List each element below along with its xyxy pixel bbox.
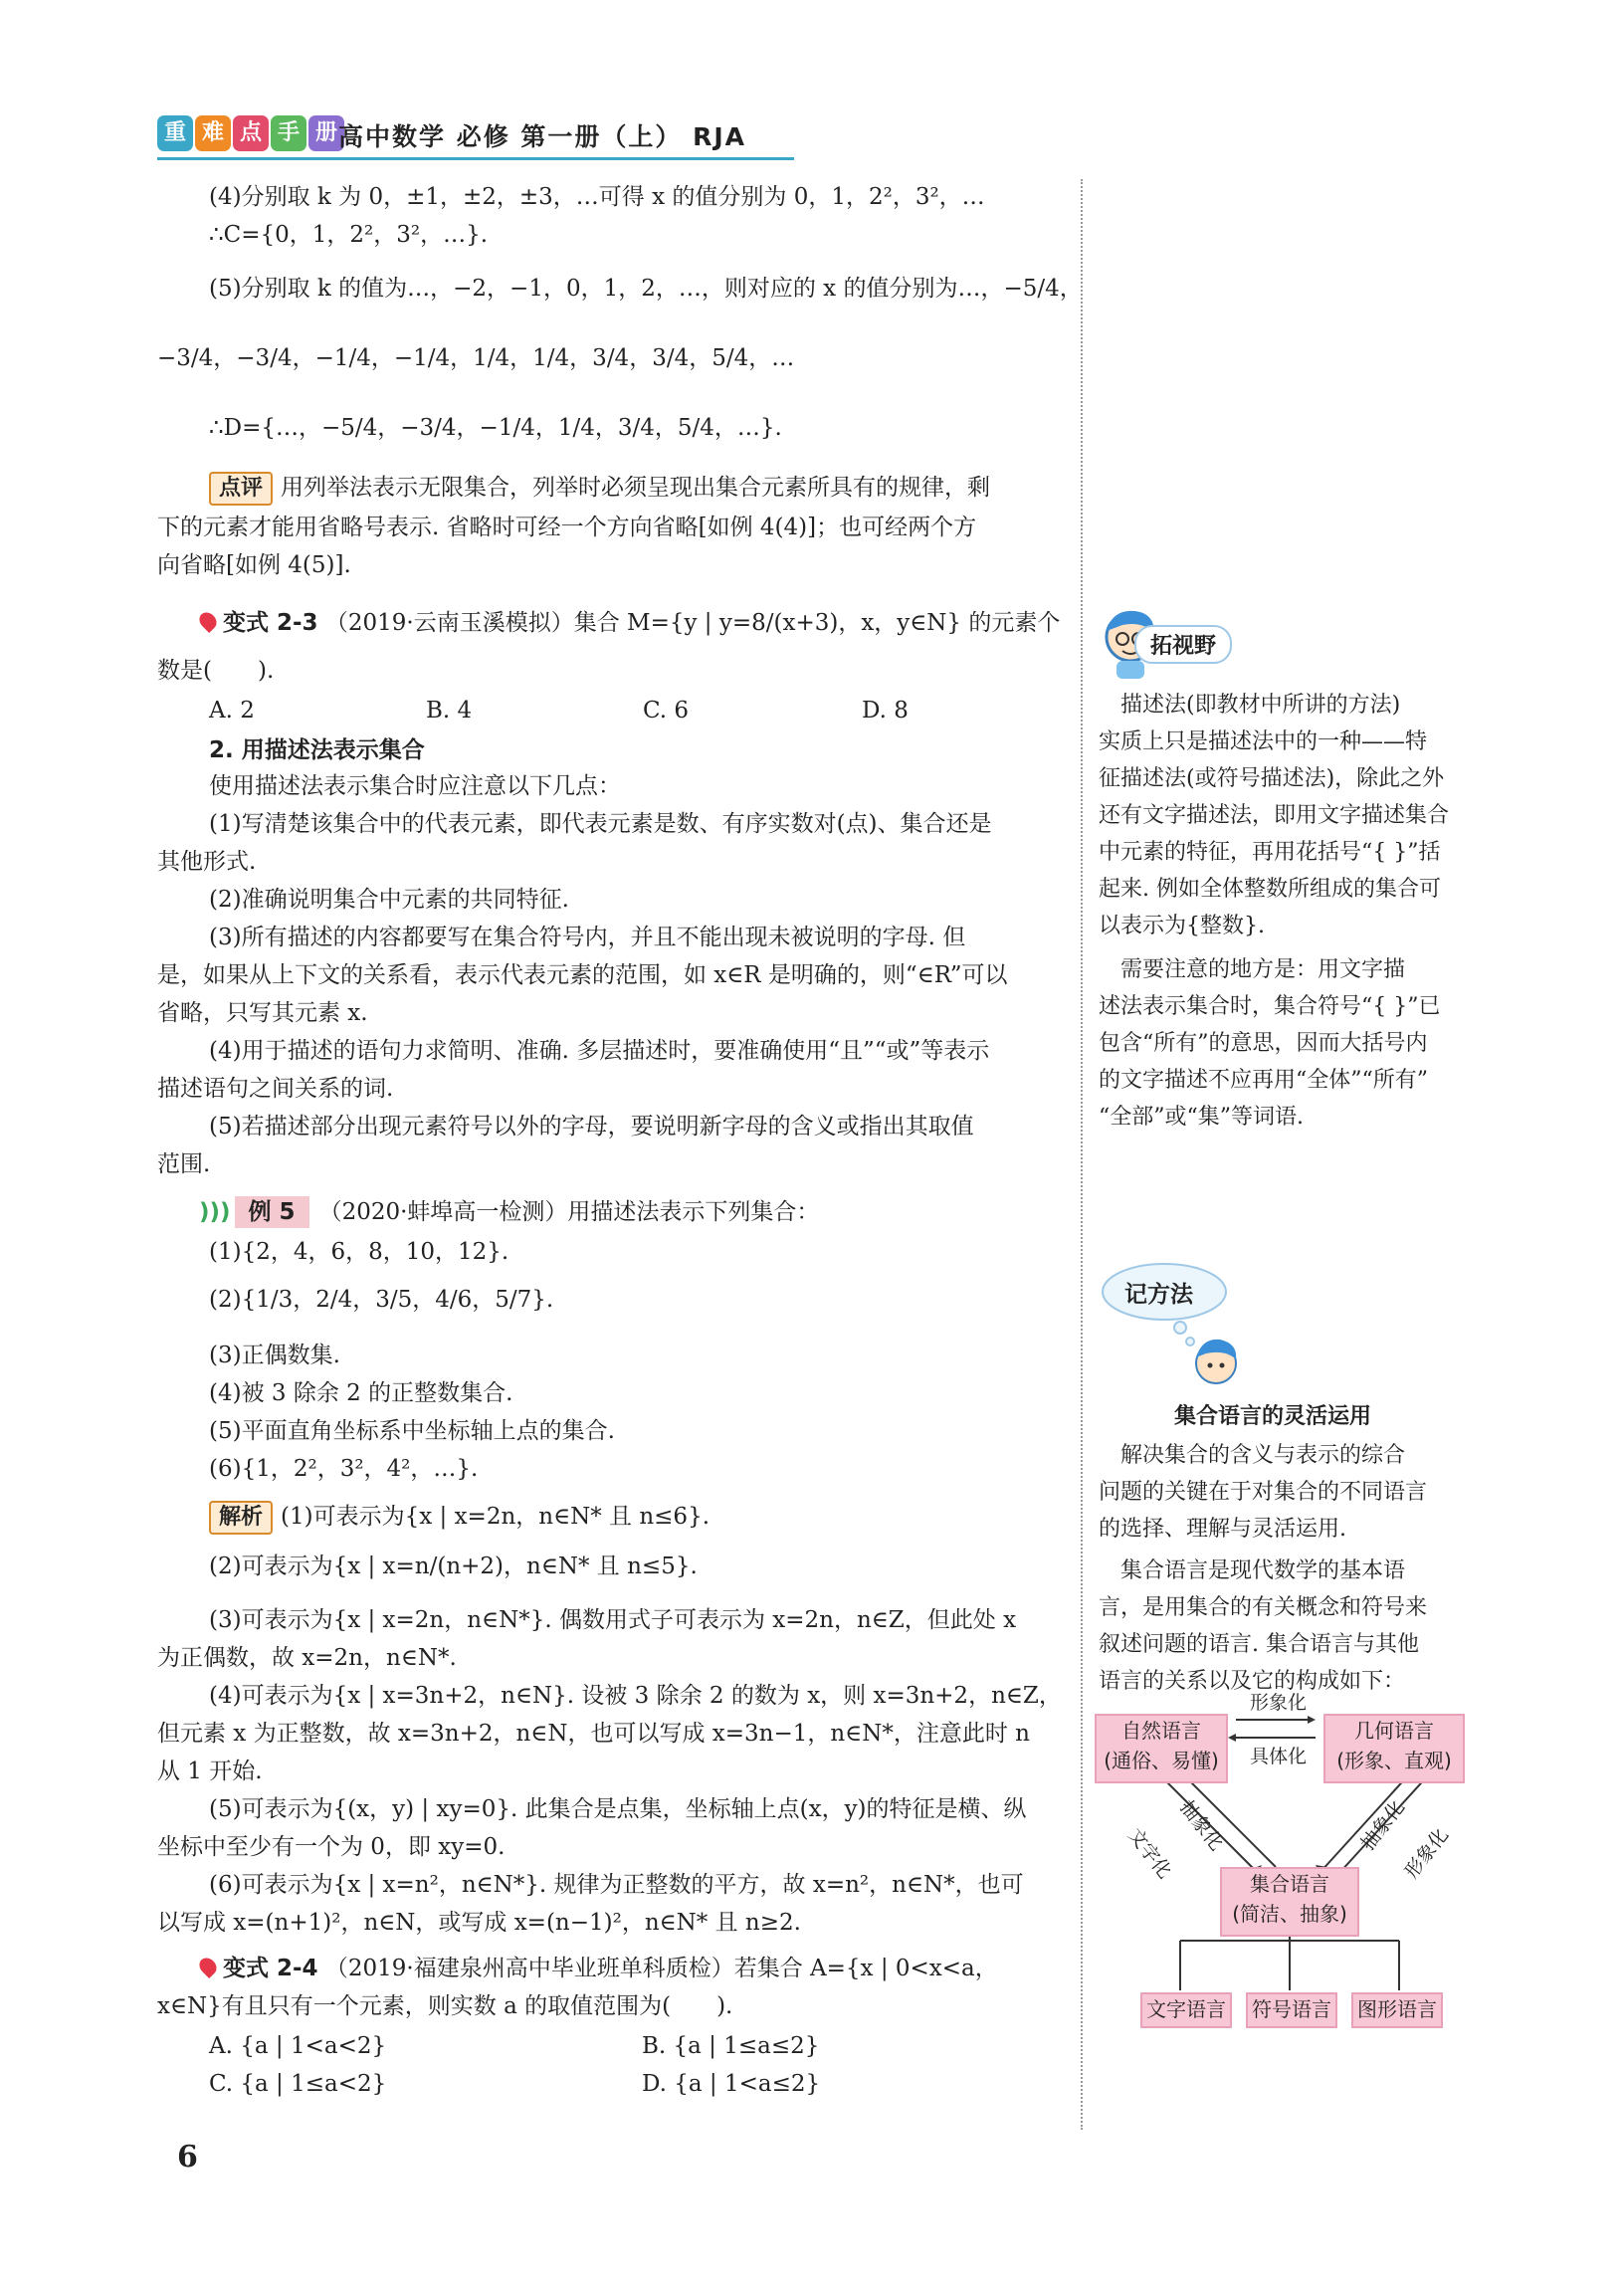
solution-line: (4)可表示为{x | x=3n+2，n∈N}. 设被 3 除余 2 的数为 x，则 x=3n+2，n∈Z， bbox=[209, 1683, 1062, 1709]
memory-line: 言，是用集合的有关概念和符号来 bbox=[1099, 1595, 1428, 1620]
example5-item: (2){1/3，2/4，3/5，4/6，5/7}. bbox=[209, 1287, 554, 1313]
comment-tag: 点评 bbox=[209, 472, 273, 506]
vision-line: 实质上只是描述法中的一种——特 bbox=[1099, 729, 1428, 754]
natural-language-label: 自然语言 bbox=[1121, 1719, 1201, 1743]
section2-line: (5)若描述部分出现元素符号以外的字母，要说明新字母的含义或指出其取值 bbox=[209, 1114, 974, 1139]
variant24-text: （2019·福建泉州高中毕业班单科质检）若集合 A={x | 0<x<a， bbox=[324, 1956, 998, 1981]
example4-part5-line2: −3/4，−3/4，−1/4，−1/4，1/4，1/4，3/4，3/4，5/4，… bbox=[157, 345, 795, 371]
solution-line: 以写成 x=(n+1)²，n∈N，或写成 x=(n−1)²，n∈N* 且 n≥2. bbox=[157, 1910, 801, 1936]
imagize-label: 形象化 bbox=[1250, 1692, 1308, 1714]
left-textualize-label: 文字化 bbox=[1123, 1824, 1176, 1883]
header-rule bbox=[157, 157, 794, 160]
series-char: 重 bbox=[157, 115, 193, 151]
example5-item: (6){1，2²，3²，4²，…}. bbox=[209, 1456, 479, 1482]
solution-line1 bbox=[209, 1499, 710, 1535]
variant23-option-b: B. 4 bbox=[426, 698, 473, 724]
right-imagize-label: 形象化 bbox=[1400, 1824, 1453, 1883]
variant23-text: （2019·云南玉溪模拟）集合 M={y | y=8/(x+3)，x，y∈N} 的元素个 bbox=[324, 610, 1061, 636]
memory-line: 语言的关系以及它的构成如下： bbox=[1099, 1669, 1406, 1694]
solution-line: 从 1 开始. bbox=[157, 1759, 263, 1784]
variant23-line2: 数是( ). bbox=[157, 658, 275, 684]
solution-text: (1)可表示为{x | x=2n，n∈N* 且 n≤6}. bbox=[281, 1504, 710, 1530]
vision-line: 中元素的特征，再用花括号“{ }”括 bbox=[1099, 840, 1441, 865]
comment-line3: 向省略[如例 4(5)]. bbox=[157, 552, 351, 578]
variant23-label: 变式 2-3 bbox=[223, 610, 318, 636]
variant24-option-b: B. {a | 1≤a≤2} bbox=[642, 2033, 820, 2059]
example5-text: （2020·蚌埠高一检测）用描述法表示下列集合： bbox=[318, 1199, 820, 1225]
series-char: 手 bbox=[271, 115, 306, 151]
comment-line1 bbox=[209, 470, 990, 506]
example5-header bbox=[199, 1194, 819, 1230]
example5-item: (3)正偶数集. bbox=[209, 1343, 340, 1368]
geometric-language-sub: (形象、直观) bbox=[1336, 1749, 1452, 1772]
vision-line: 的文字描述不应再用“全体”“所有” bbox=[1099, 1068, 1428, 1093]
concretize-label: 具体化 bbox=[1250, 1746, 1308, 1767]
variant24-line2: x∈N}有且只有一个元素，则实数 a 的取值范围为( ). bbox=[157, 1993, 733, 2019]
memory-line: 叙述问题的语言. 集合语言与其他 bbox=[1099, 1632, 1419, 1657]
section2-line: 省略，只写其元素 x. bbox=[157, 1000, 368, 1026]
sidebar-divider bbox=[1081, 179, 1083, 2130]
geometric-language-node bbox=[1323, 1714, 1465, 1783]
comment-line2: 下的元素才能用省略号表示. 省略时可经一个方向省略[如例 4(4)]；也可经两个方 bbox=[157, 515, 977, 540]
vision-line: 描述法(即教材中所讲的方法) bbox=[1099, 693, 1401, 718]
section2-line: 使用描述法表示集合时应注意以下几点： bbox=[209, 773, 621, 799]
section2-line: 其他形式. bbox=[157, 849, 257, 875]
pin-icon bbox=[196, 1955, 220, 1978]
solution-line: (3)可表示为{x | x=2n，n∈N*}. 偶数用式子可表示为 x=2n，n∈Z，但此处 x bbox=[209, 1607, 1017, 1633]
memory-line: 的选择、理解与灵活运用. bbox=[1099, 1517, 1346, 1542]
example5-item: (1){2，4，6，8，10，12}. bbox=[209, 1239, 509, 1265]
set-language-node bbox=[1220, 1867, 1359, 1937]
vision-line: 以表示为{整数}. bbox=[1099, 914, 1265, 938]
section2-line: 范围. bbox=[157, 1151, 211, 1177]
section2-line: (2)准确说明集合中元素的共同特征. bbox=[209, 887, 569, 913]
variant24-option-a: A. {a | 1<a<2} bbox=[209, 2033, 387, 2059]
solution-line: (5)可表示为{(x，y) | xy=0}. 此集合是点集，坐标轴上点(x，y)的特征是横、纵 bbox=[209, 1796, 1027, 1822]
page-number: 6 bbox=[177, 2140, 198, 2174]
comment-text: 用列举法表示无限集合，列举时必须呈现出集合元素所具有的规律，剩 bbox=[281, 475, 991, 501]
variant23-line1 bbox=[199, 605, 1060, 641]
example5-label: 例 5 bbox=[235, 1196, 309, 1228]
vision-line: “全部”或“集”等词语. bbox=[1099, 1105, 1304, 1130]
solution-line: 坐标中至少有一个为 0，即 xy=0. bbox=[157, 1834, 506, 1860]
example4-part5-line3: ∴D={…，−5/4，−3/4，−1/4，1/4，3/4，5/4，…}. bbox=[209, 415, 782, 441]
example4-part4-line1: (4)分别取 k 为 0，±1，±2，±3，…可得 x 的值分别为 0，1，2²，3²，… bbox=[209, 184, 985, 210]
solution-tag: 解析 bbox=[209, 1501, 273, 1535]
solution-line: 但元素 x 为正整数，故 x=3n+2，n∈N，也可以写成 x=3n−1，n∈N*，注意此时 n bbox=[157, 1721, 1030, 1747]
section2-title: 2. 用描述法表示集合 bbox=[209, 737, 425, 763]
text-language-leaf: 文字语言 bbox=[1140, 1992, 1232, 2028]
solution-line: (2)可表示为{x | x=n/(n+2)，n∈N* 且 n≤5}. bbox=[209, 1553, 698, 1579]
section2-line: (3)所有描述的内容都要写在集合符号内，并且不能出现未被说明的字母. 但 bbox=[209, 925, 966, 950]
left-abstract-label: 抽象化 bbox=[1175, 1796, 1228, 1855]
memory-line: 问题的关键在于对集合的不同语言 bbox=[1099, 1480, 1428, 1505]
graphic-language-leaf: 图形语言 bbox=[1351, 1992, 1443, 2028]
solution-line: (6)可表示为{x | x=n²，n∈N*}. 规律为正整数的平方，故 x=n²，n∈N*，也可 bbox=[209, 1872, 1024, 1898]
example4-part4-line2: ∴C={0，1，2²，3²，…}. bbox=[209, 222, 489, 248]
vision-line: 述法表示集合时，集合符号“{ }”已 bbox=[1099, 994, 1441, 1019]
header-title: 高中数学 必修 第一册（上） RJA bbox=[338, 122, 747, 151]
symbol-language-leaf: 符号语言 bbox=[1246, 1992, 1337, 2028]
memory-title: 记方法 bbox=[1124, 1282, 1193, 1308]
series-char: 难 bbox=[195, 115, 231, 151]
memory-heading: 集合语言的灵活运用 bbox=[1174, 1404, 1372, 1429]
variant24-option-c: C. {a | 1≤a<2} bbox=[209, 2071, 387, 2097]
pin-icon bbox=[196, 609, 220, 633]
set-language-sub: (简洁、抽象) bbox=[1232, 1902, 1347, 1926]
memory-line: 解决集合的含义与表示的综合 bbox=[1099, 1443, 1406, 1468]
vision-title: 拓视野 bbox=[1134, 625, 1232, 664]
series-char: 册 bbox=[308, 115, 344, 151]
variant24-label: 变式 2-4 bbox=[223, 1956, 318, 1981]
geometric-language-label: 几何语言 bbox=[1354, 1719, 1434, 1743]
section2-line: 是，如果从上下文的关系看，表示代表元素的范围，如 x∈R 是明确的，则“∈R”可以 bbox=[157, 962, 1008, 988]
memory-line: 集合语言是现代数学的基本语 bbox=[1099, 1558, 1406, 1583]
series-char: 点 bbox=[233, 115, 269, 151]
variant23-option-d: D. 8 bbox=[862, 698, 909, 724]
example5-item: (5)平面直角坐标系中坐标轴上点的集合. bbox=[209, 1418, 615, 1444]
sound-wave-icon: ))) bbox=[199, 1199, 231, 1225]
vision-line: 包含“所有”的意思，因而大括号内 bbox=[1099, 1031, 1428, 1056]
example5-item: (4)被 3 除余 2 的正整数集合. bbox=[209, 1380, 513, 1406]
solution-line: 为正偶数，故 x=2n，n∈N*. bbox=[157, 1645, 457, 1671]
right-abstract-label: 抽象化 bbox=[1356, 1796, 1409, 1855]
vision-line: 征描述法(或符号描述法)，除此之外 bbox=[1099, 766, 1445, 791]
set-language-label: 集合语言 bbox=[1250, 1872, 1329, 1896]
vision-line: 需要注意的地方是：用文字描 bbox=[1099, 957, 1406, 982]
variant23-option-c: C. 6 bbox=[643, 698, 690, 724]
variant24-line1 bbox=[199, 1951, 998, 1986]
natural-language-sub: (通俗、易懂) bbox=[1104, 1749, 1219, 1772]
example4-part5-line1: (5)分别取 k 的值为…，−2，−1，0，1，2，…，则对应的 x 的值分别为…，−5/4， bbox=[209, 276, 1083, 302]
section2-line: (4)用于描述的语句力求简明、准确. 多层描述时，要准确使用“且”“或”等表示 bbox=[209, 1038, 990, 1064]
vision-line: 起来. 例如全体整数所组成的集合可 bbox=[1099, 877, 1441, 902]
natural-language-node bbox=[1095, 1714, 1228, 1783]
vision-line: 还有文字描述法，即用文字描述集合 bbox=[1099, 803, 1450, 828]
variant23-option-a: A. 2 bbox=[209, 698, 255, 724]
section2-line: 描述语句之间关系的词. bbox=[157, 1076, 394, 1102]
variant24-option-d: D. {a | 1<a≤2} bbox=[642, 2071, 821, 2097]
section2-line: (1)写清楚该集合中的代表元素，即代表元素是数、有序实数对(点)、集合还是 bbox=[209, 811, 992, 837]
